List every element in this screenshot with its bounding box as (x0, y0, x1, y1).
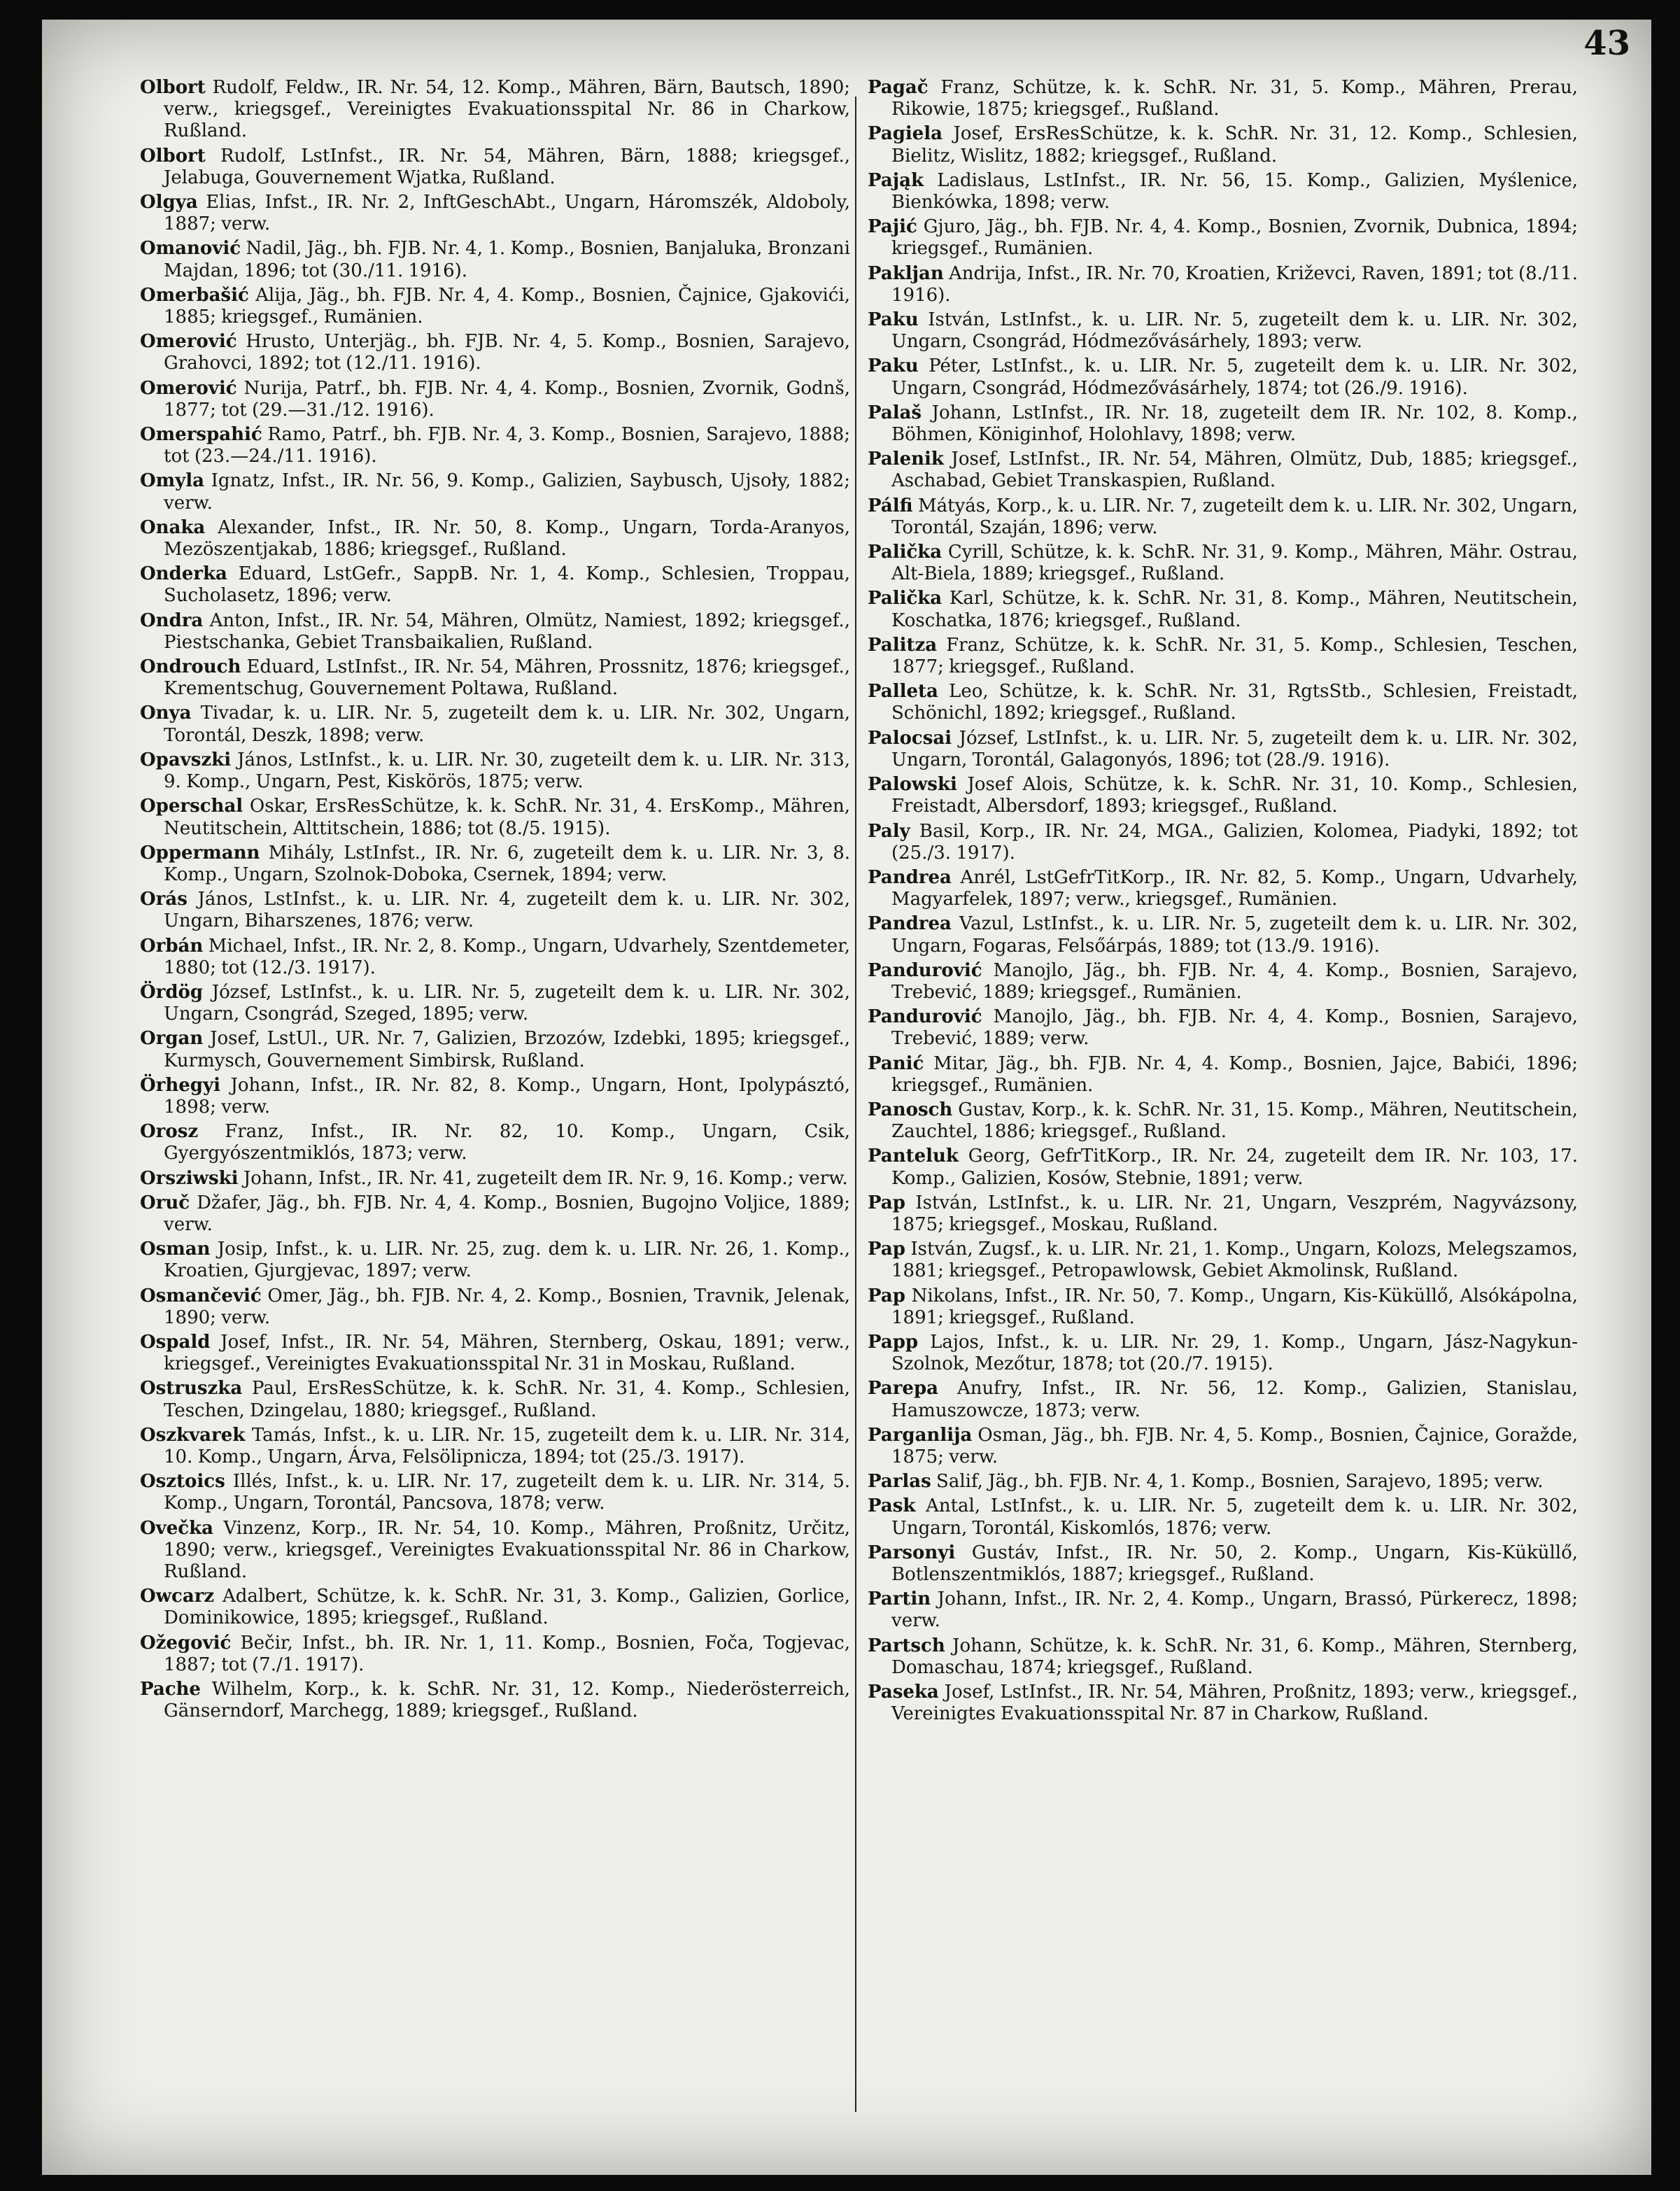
entry-surname: Omerović (140, 377, 237, 399)
list-entry (140, 610, 850, 654)
entry-surname: Onaka (140, 516, 206, 538)
list-entry (868, 1053, 1578, 1097)
entry-surname: Pache (140, 1679, 201, 1700)
entry-details: Johann, Infst., IR. Nr. 82, 8. Komp., Ungarn, Hont, Ipolypásztó, 1898; verw. (164, 1074, 850, 1118)
entry-details: Josef Alois, Schütze, k. k. SchR. Nr. 31, 10. Komp., Schlesien, Freistadt, Albersdorf, 1893; kriegsgef., Rußland. (891, 774, 1578, 817)
entry-surname: Ondra (140, 610, 204, 631)
list-entry (868, 263, 1578, 307)
list-entry (140, 1679, 850, 1722)
list-entry (868, 588, 1578, 631)
entry-details: Péter, LstInfst., k. u. LIR. Nr. 5, zugeteilt dem k. u. LIR. Nr. 302, Ungarn, Csongrád, Hódmezővásárhely, 1874; tot (26./9. 1916). (891, 355, 1578, 399)
entry-details: Mihály, LstInfst., IR. Nr. 6, zugeteilt dem k. u. LIR. Nr. 3, 8. Komp., Ungarn, Szolnok-Doboka, Csernek, 1894; verw. (164, 842, 851, 885)
entry-surname: Orosz (140, 1121, 199, 1143)
list-entry (868, 1332, 1578, 1375)
list-entry (868, 402, 1578, 446)
entry-details: Anufry, Infst., IR. Nr. 56, 12. Komp., Galizien, Stanislau, Hamuszowcze, 1873; verw. (891, 1378, 1578, 1421)
entry-surname: Pandurović (868, 959, 982, 981)
entry-details: János, LstInfst., k. u. LIR. Nr. 30, zugeteilt dem k. u. LIR. Nr. 313, 9. Komp., Ungarn, Pest, Kiskörös, 1875; verw. (164, 749, 851, 793)
list-entry (140, 563, 850, 607)
entry-surname: Palička (868, 588, 943, 610)
entry-details: Ignatz, Infst., IR. Nr. 56, 9. Komp., Galizien, Saybusch, Ujsoły, 1882; verw. (164, 470, 850, 514)
entry-surname: Örhegyi (140, 1074, 220, 1096)
list-entry (868, 123, 1578, 167)
entry-surname: Paku (868, 309, 919, 331)
entry-details: Rudolf, Feldw., IR. Nr. 54, 12. Komp., Mähren, Bärn, Bautsch, 1890; verw., kriegsgef., Vereinigtes Evakuationsspital Nr. 86 in Charkow, Rußland. (164, 77, 851, 142)
entry-surname: Owcarz (140, 1586, 215, 1607)
list-entry (868, 821, 1578, 864)
list-entry (140, 656, 850, 700)
entry-surname: Oruč (140, 1192, 190, 1213)
entry-surname: Olbort (140, 145, 206, 167)
list-entry (868, 1682, 1578, 1725)
entry-details: István, Zugsf., k. u. LIR. Nr. 21, 1. Komp., Ungarn, Kolozs, Melegszamos, 1881; kriegsgef., Petropawlowsk, Gebiet Akmolinsk, Rußland. (891, 1239, 1578, 1282)
entry-details: Alexander, Infst., IR. Nr. 50, 8. Komp., Ungarn, Torda-Aranyos, Mezöszentjakab, 1886; kriegsgef., Rußland. (164, 516, 851, 561)
list-entry (140, 1332, 850, 1375)
entry-surname: Partin (868, 1588, 931, 1610)
entry-details: Andrija, Infst., IR. Nr. 70, Kroatien, Križevci, Raven, 1891; tot (8./11. 1916). (891, 262, 1579, 306)
entry-surname: Onderka (140, 563, 227, 585)
list-entry (140, 1028, 850, 1071)
entry-details: Gustáv, Infst., IR. Nr. 50, 2. Komp., Ungarn, Kis-Küküllő, Botlenszentmiklós, 1887; kriegsgef., Rußland. (891, 1542, 1578, 1585)
entry-details: Omer, Jäg., bh. FJB. Nr. 4, 2. Komp., Bosnien, Travnik, Jelenak, 1890; verw. (164, 1285, 850, 1328)
entry-details: Hrusto, Unterjäg., bh. FJB. Nr. 4, 5. Komp., Bosnien, Sarajevo, Grahovci, 1892; tot (12./11. 1916). (164, 331, 850, 374)
list-entry (868, 681, 1578, 724)
entry-details: Anrél, LstGefrTitKorp., IR. Nr. 82, 5. Komp., Ungarn, Udvarhely, Magyarfelek, 1897; verw., kriegsgef., Rumänien. (891, 866, 1578, 910)
entry-details: Johann, Infst., IR. Nr. 2, 4. Komp., Ungarn, Brassó, Pürkerecz, 1898; verw. (891, 1588, 1578, 1632)
entry-details: Nadil, Jäg., bh. FJB. Nr. 4, 1. Komp., Bosnien, Banjaluka, Bronzani Majdan, 1896; tot (30./11. 1916). (164, 238, 850, 281)
entry-surname: Pakljan (868, 262, 944, 284)
entry-surname: Omanović (140, 238, 241, 260)
entry-details: Leo, Schütze, k. k. SchR. Nr. 31, RgtsStb., Schlesien, Freistadt, Schönichl, 1892; kriegsgef., Rußland. (891, 681, 1579, 724)
entry-surname: Panić (868, 1052, 924, 1074)
entry-surname: Pap (868, 1192, 905, 1213)
entry-details: István, LstInfst., k. u. LIR. Nr. 21, Ungarn, Veszprém, Nagyvázsony, 1875; kriegsgef., Moskau, Rußland. (891, 1192, 1578, 1235)
entry-surname: Orbán (140, 935, 204, 957)
list-entry (868, 1378, 1578, 1421)
entry-details: Gustav, Korp., k. k. SchR. Nr. 31, 15. Komp., Mähren, Neutitschein, Zauchtel, 1886; kriegsgef., Rußland. (891, 1099, 1578, 1143)
list-entry (140, 936, 850, 979)
list-entry (140, 378, 850, 421)
entry-details: Josef, LstInfst., IR. Nr. 54, Mähren, Proßnitz, 1893; verw., kriegsgef., Vereinigtes Evakuationsspital Nr. 87 in Charkow, Rußland. (891, 1682, 1578, 1725)
list-entry (868, 728, 1578, 771)
entry-details: Ladislaus, LstInfst., IR. Nr. 56, 15. Komp., Galizien, Myślenice, Bienkówka, 1898; verw. (891, 169, 1578, 213)
entry-details: Eduard, LstGefr., SappB. Nr. 1, 4. Komp., Schlesien, Troppau, Sucholasetz, 1896; verw. (164, 563, 851, 607)
entry-surname: Panteluk (868, 1146, 959, 1167)
list-entry (140, 331, 850, 374)
entry-details: Basil, Korp., IR. Nr. 24, MGA., Galizien, Kolomea, Piadyki, 1892; tot (25./3. 1917). (891, 820, 1579, 864)
entry-details: Tamás, Infst., k. u. LIR. Nr. 15, zugeteilt dem k. u. LIR. Nr. 314, 10. Komp., Ungarn, Árva, Felsölipnicza, 1894; tot (25./3. 1917). (164, 1424, 850, 1467)
list-entry (868, 495, 1578, 539)
entry-surname: Oppermann (140, 842, 260, 864)
entry-surname: Palowski (868, 774, 957, 796)
entry-surname: Pandurović (868, 1006, 982, 1028)
list-entry (140, 1075, 850, 1118)
entry-surname: Olbort (140, 77, 206, 98)
list-entry (868, 774, 1578, 817)
list-entry (868, 309, 1578, 353)
right-column (868, 77, 1578, 1728)
entry-surname: Ospald (140, 1331, 211, 1353)
entry-surname: Pagač (868, 77, 929, 98)
list-entry (868, 1635, 1578, 1679)
list-entry (868, 449, 1578, 492)
left-column (140, 77, 850, 1725)
entry-details: Nurija, Patrf., bh. FJB. Nr. 4, 4. Komp., Bosnien, Zvornik, Godnš, 1877; tot (29.—31./12. 1916). (164, 377, 850, 421)
entry-surname: Ovečka (140, 1517, 213, 1539)
entry-details: Antal, LstInfst., k. u. LIR. Nr. 5, zugeteilt dem k. u. LIR. Nr. 302, Ungarn, Torontál, Kiskomlós, 1876; verw. (891, 1495, 1578, 1539)
entry-details: Osman, Jäg., bh. FJB. Nr. 4, 5. Komp., Bosnien, Čajnice, Goražde, 1875; verw. (891, 1424, 1578, 1467)
list-entry (868, 1099, 1578, 1143)
entry-details: Cyrill, Schütze, k. k. SchR. Nr. 31, 9. Komp., Mähren, Mähr. Ostrau, Alt-Biela, 1889; kriegsgef., Rußland. (891, 542, 1579, 585)
list-entry (140, 146, 850, 189)
entry-details: Džafer, Jäg., bh. FJB. Nr. 4, 4. Komp., Bosnien, Bugojno Voljice, 1889; verw. (164, 1192, 850, 1235)
entry-surname: Pająk (868, 169, 924, 191)
list-entry (140, 1518, 850, 1584)
entry-surname: Orás (140, 889, 188, 910)
entry-surname: Pap (868, 1239, 905, 1260)
list-entry (140, 1192, 850, 1236)
list-entry (868, 1542, 1578, 1586)
entry-details: Manojlo, Jäg., bh. FJB. Nr. 4, 4. Komp., Bosnien, Sarajevo, Trebević, 1889; kriegsgef., Rumänien. (891, 959, 1579, 1003)
entry-surname: Palaš (868, 402, 922, 423)
entry-details: Michael, Infst., IR. Nr. 2, 8. Komp., Ungarn, Udvarhely, Szentdemeter, 1880; tot (12./3. 1917). (164, 935, 851, 978)
entry-surname: Paku (868, 355, 919, 377)
entry-details: Rudolf, LstInfst., IR. Nr. 54, Mähren, Bärn, 1888; kriegsgef., Jelabuga, Gouvernement Wjatka, Rußland. (164, 145, 850, 188)
entry-details: Manojlo, Jäg., bh. FJB. Nr. 4, 4. Komp., Bosnien, Sarajevo, Trebević, 1889; verw. (891, 1006, 1579, 1050)
entry-details: Gjuro, Jäg., bh. FJB. Nr. 4, 4. Komp., Bosnien, Zvornik, Dubnica, 1894; kriegsgef., Rumänien. (891, 216, 1578, 260)
entry-surname: Omyla (140, 470, 204, 492)
list-entry (140, 843, 850, 886)
list-entry (868, 77, 1578, 120)
list-entry (140, 1121, 850, 1164)
list-entry (140, 238, 850, 281)
list-entry (868, 355, 1578, 399)
list-entry (868, 1495, 1578, 1539)
entry-details: Josip, Infst., k. u. LIR. Nr. 25, zug. dem k. u. LIR. Nr. 26, 1. Komp., Kroatien, Gjurgjevac, 1897; verw. (164, 1239, 850, 1282)
entry-surname: Opavszki (140, 749, 232, 770)
entry-details: Tivadar, k. u. LIR. Nr. 5, zugeteilt dem k. u. LIR. Nr. 302, Ungarn, Torontál, Deszk, 1898; verw. (164, 703, 851, 746)
entry-surname: Palička (868, 542, 943, 563)
entry-details: Nikolans, Infst., IR. Nr. 50, 7. Komp., Ungarn, Kis-Küküllő, Alsókápolna, 1891; kriegsgef., Rußland. (891, 1285, 1579, 1328)
list-entry (140, 1425, 850, 1468)
entry-details: Oskar, ErsResSchütze, k. k. SchR. Nr. 31, 4. ErsKomp., Mähren, Neutitschein, Alttitschein, 1886; tot (8./5. 1915). (164, 796, 850, 839)
entry-details: Johann, Schütze, k. k. SchR. Nr. 31, 6. Komp., Mähren, Sternberg, Domaschau, 1874; kriegsgef., Rußland. (891, 1635, 1579, 1678)
entry-details: Bečir, Infst., bh. IR. Nr. 1, 11. Komp., Bosnien, Foča, Togjevac, 1887; tot (7./1. 1917). (164, 1632, 850, 1675)
entry-surname: Omerović (140, 331, 237, 353)
entry-surname: Pap (868, 1285, 905, 1306)
list-entry (868, 867, 1578, 910)
entry-details: Anton, Infst., IR. Nr. 54, Mähren, Olmütz, Namiest, 1892; kriegsgef., Piestschanka, Gebiet Transbaikalien, Rußland. (164, 610, 851, 653)
list-entry (868, 1192, 1578, 1236)
entry-surname: Operschal (140, 796, 243, 817)
entry-details: Alija, Jäg., bh. FJB. Nr. 4, 4. Komp., Bosnien, Čajnice, Gjakovići, 1885; kriegsgef., Rumänien. (164, 284, 851, 328)
entry-surname: Pálfi (868, 495, 913, 516)
list-entry (868, 1239, 1578, 1282)
entry-surname: Palocsai (868, 727, 952, 749)
entry-surname: Ondrouch (140, 656, 241, 678)
entry-surname: Panosch (868, 1099, 953, 1120)
entry-details: Mátyás, Korp., k. u. LIR. Nr. 7, zugeteilt dem k. u. LIR. Nr. 302, Ungarn, Torontál, Szaján, 1896; verw. (891, 495, 1578, 538)
list-entry (140, 1378, 850, 1421)
entry-details: Josef, Infst., IR. Nr. 54, Mähren, Sternberg, Oskau, 1891; verw., kriegsgef., Vereinigtes Evakuationsspital Nr. 31 in Moskau, Rußland. (164, 1331, 851, 1375)
document-page (42, 20, 1651, 2175)
entry-details: Vinzenz, Korp., IR. Nr. 54, 10. Komp., Mähren, Proßnitz, Určitz, 1890; verw., kriegsgef., Vereinigtes Evakuationsspital Nr. 86 in Charkow, Rußland. (164, 1517, 851, 1582)
list-entry (868, 1146, 1578, 1189)
list-entry (868, 216, 1578, 260)
list-entry (140, 889, 850, 932)
entry-surname: Pagiela (868, 123, 943, 145)
entry-surname: Ožegović (140, 1632, 232, 1654)
list-entry (868, 542, 1578, 585)
entry-details: József, LstInfst., k. u. LIR. Nr. 5, zugeteilt dem k. u. LIR. Nr. 302, Ungarn, Torontál, Galagonyós, 1896; tot (28./9. 1916). (891, 727, 1578, 770)
entry-surname: Palenik (868, 449, 944, 470)
entry-surname: Osman (140, 1239, 211, 1260)
list-entry (868, 170, 1578, 213)
entry-details: Paul, ErsResSchütze, k. k. SchR. Nr. 31, 4. Komp., Schlesien, Teschen, Dzingelau, 1880; kriegsgef., Rußland. (164, 1378, 851, 1421)
list-entry (140, 749, 850, 793)
entry-surname: Ostruszka (140, 1378, 243, 1400)
list-entry (140, 192, 850, 235)
entry-surname: Osmančević (140, 1285, 262, 1306)
entry-surname: Papp (868, 1331, 919, 1353)
list-entry (140, 796, 850, 839)
entry-surname: Parlas (868, 1471, 931, 1493)
list-entry (140, 77, 850, 143)
list-entry (868, 1006, 1578, 1050)
entry-surname: Omerspahić (140, 424, 262, 446)
entry-details: József, LstInfst., k. u. LIR. Nr. 5, zugeteilt dem k. u. LIR. Nr. 302, Ungarn, Csongrád, Szeged, 1895; verw. (164, 981, 850, 1025)
entry-details: Karl, Schütze, k. k. SchR. Nr. 31, 8. Komp., Mähren, Neutitschein, Koschatka, 1876; kriegsgef., Rußland. (891, 588, 1579, 631)
list-entry (140, 1586, 850, 1629)
entry-surname: Organ (140, 1028, 204, 1050)
entry-surname: Paseka (868, 1682, 939, 1703)
entry-surname: Pandrea (868, 866, 952, 888)
list-entry (140, 1633, 850, 1676)
entry-surname: Palitza (868, 634, 938, 656)
entry-details: Johann, LstInfst., IR. Nr. 18, zugeteilt dem IR. Nr. 102, 8. Komp., Böhmen, Königinhof, Holohlavy, 1898; verw. (891, 402, 1578, 446)
list-entry (868, 960, 1578, 1003)
entry-details: Salif, Jäg., bh. FJB. Nr. 4, 1. Komp., Bosnien, Sarajevo, 1895; verw. (936, 1471, 1544, 1493)
entry-details: Vazul, LstInfst., k. u. LIR. Nr. 5, zugeteilt dem k. u. LIR. Nr. 302, Ungarn, Fogaras, Felsőárpás, 1889; tot (13./9. 1916). (891, 913, 1578, 957)
entry-surname: Pandrea (868, 913, 952, 935)
list-entry (868, 1425, 1578, 1468)
entry-surname: Parganlija (868, 1424, 973, 1446)
list-entry (868, 635, 1578, 678)
entry-details: Wilhelm, Korp., k. k. SchR. Nr. 31, 12. Komp., Niederösterreich, Gänserndorf, Marchegg, 1889; kriegsgef., Rußland. (164, 1679, 850, 1722)
entry-details: János, LstInfst., k. u. LIR. Nr. 4, zugeteilt dem k. u. LIR. Nr. 302, Ungarn, Biharszenes, 1876; verw. (164, 889, 850, 932)
list-entry (140, 424, 850, 467)
entry-details: Adalbert, Schütze, k. k. SchR. Nr. 31, 3. Komp., Galizien, Gorlice, Dominikowice, 1895; kriegsgef., Rußland. (164, 1586, 851, 1629)
entry-surname: Oszkvarek (140, 1424, 246, 1446)
column-divider (855, 97, 856, 2112)
entry-surname: Onya (140, 703, 192, 724)
entry-surname: Ördög (140, 981, 204, 1003)
entry-surname: Osztoics (140, 1471, 225, 1493)
list-entry (140, 1285, 850, 1329)
list-entry (868, 1471, 1578, 1493)
entry-details: Josef, LstInfst., IR. Nr. 54, Mähren, Olmütz, Dub, 1885; kriegsgef., Aschabad, Gebiet Transkaspien, Rußland. (891, 449, 1579, 492)
list-entry (140, 982, 850, 1025)
list-entry (868, 1285, 1578, 1329)
entry-details: Josef, LstUl., UR. Nr. 7, Galizien, Brzozów, Izdebki, 1895; kriegsgef., Kurmysch, Gouvernement Simbirsk, Rußland. (164, 1028, 850, 1071)
entry-surname: Pajić (868, 216, 917, 238)
list-entry (140, 1471, 850, 1514)
entry-details: Mitar, Jäg., bh. FJB. Nr. 4, 4. Komp., Bosnien, Jajce, Babići, 1896; kriegsgef., Rumänien. (891, 1052, 1579, 1096)
entry-surname: Paly (868, 820, 910, 842)
entry-details: István, LstInfst., k. u. LIR. Nr. 5, zugeteilt dem k. u. LIR. Nr. 302, Ungarn, Csongrád, Hódmezővásárhely, 1893; verw. (891, 309, 1579, 353)
entry-details: Josef, ErsResSchütze, k. k. SchR. Nr. 31, 12. Komp., Schlesien, Bielitz, Wislitz, 1882; kriegsgef., Rußland. (891, 123, 1579, 167)
entry-surname: Olgya (140, 192, 198, 213)
entry-details: Lajos, Infst., k. u. LIR. Nr. 29, 1. Komp., Ungarn, Jász-Nagykun-Szolnok, Mezőtur, 1878; tot (20./7. 1915). (891, 1331, 1579, 1375)
entry-surname: Palleta (868, 681, 938, 703)
entry-surname: Omerbašić (140, 284, 249, 306)
list-entry (140, 1168, 850, 1190)
entry-surname: Orsziwski (140, 1167, 239, 1189)
entry-surname: Parepa (868, 1378, 938, 1400)
list-entry (140, 470, 850, 514)
entry-details: Franz, Schütze, k. k. SchR. Nr. 31, 5. Komp., Mähren, Prerau, Rikowie, 1875; kriegsgef., Rußland. (891, 77, 1579, 120)
entry-details: Elias, Infst., IR. Nr. 2, InftGeschAbt., Ungarn, Háromszék, Aldoboly, 1887; verw. (164, 192, 850, 235)
list-entry (140, 285, 850, 328)
entry-surname: Partsch (868, 1635, 945, 1656)
entry-surname: Pask (868, 1495, 916, 1517)
list-entry (140, 517, 850, 561)
entry-details: Eduard, LstInfst., IR. Nr. 54, Mähren, Prossnitz, 1876; kriegsgef., Krementschug, Gouvernement Poltawa, Rußland. (164, 656, 850, 700)
entry-details: Franz, Schütze, k. k. SchR. Nr. 31, 5. Komp., Schlesien, Teschen, 1877; kriegsgef., Rußland. (891, 634, 1579, 678)
list-entry (140, 703, 850, 746)
entry-details: Ramo, Patrf., bh. FJB. Nr. 4, 3. Komp., Bosnien, Sarajevo, 1888; tot (23.—24./11. 1916). (164, 424, 851, 467)
entry-surname: Parsonyi (868, 1542, 956, 1563)
list-entry (868, 1588, 1578, 1632)
list-entry (140, 1239, 850, 1282)
entry-details: Georg, GefrTitKorp., IR. Nr. 24, zugeteilt dem IR. Nr. 103, 17. Komp., Galizien, Kosów, Stebnie, 1891; verw. (891, 1146, 1578, 1189)
list-entry (868, 913, 1578, 957)
entry-details: Franz, Infst., IR. Nr. 82, 10. Komp., Ungarn, Csik, Gyergyószentmiklós, 1873; verw. (164, 1121, 851, 1164)
entry-details: Johann, Infst., IR. Nr. 41, zugeteilt dem IR. Nr. 9, 16. Komp.; verw. (243, 1167, 848, 1189)
page-number: 43 (1583, 24, 1630, 63)
entry-details: Illés, Infst., k. u. LIR. Nr. 17, zugeteilt dem k. u. LIR. Nr. 314, 5. Komp., Ungarn, Torontál, Pancsova, 1878; verw. (164, 1471, 850, 1514)
